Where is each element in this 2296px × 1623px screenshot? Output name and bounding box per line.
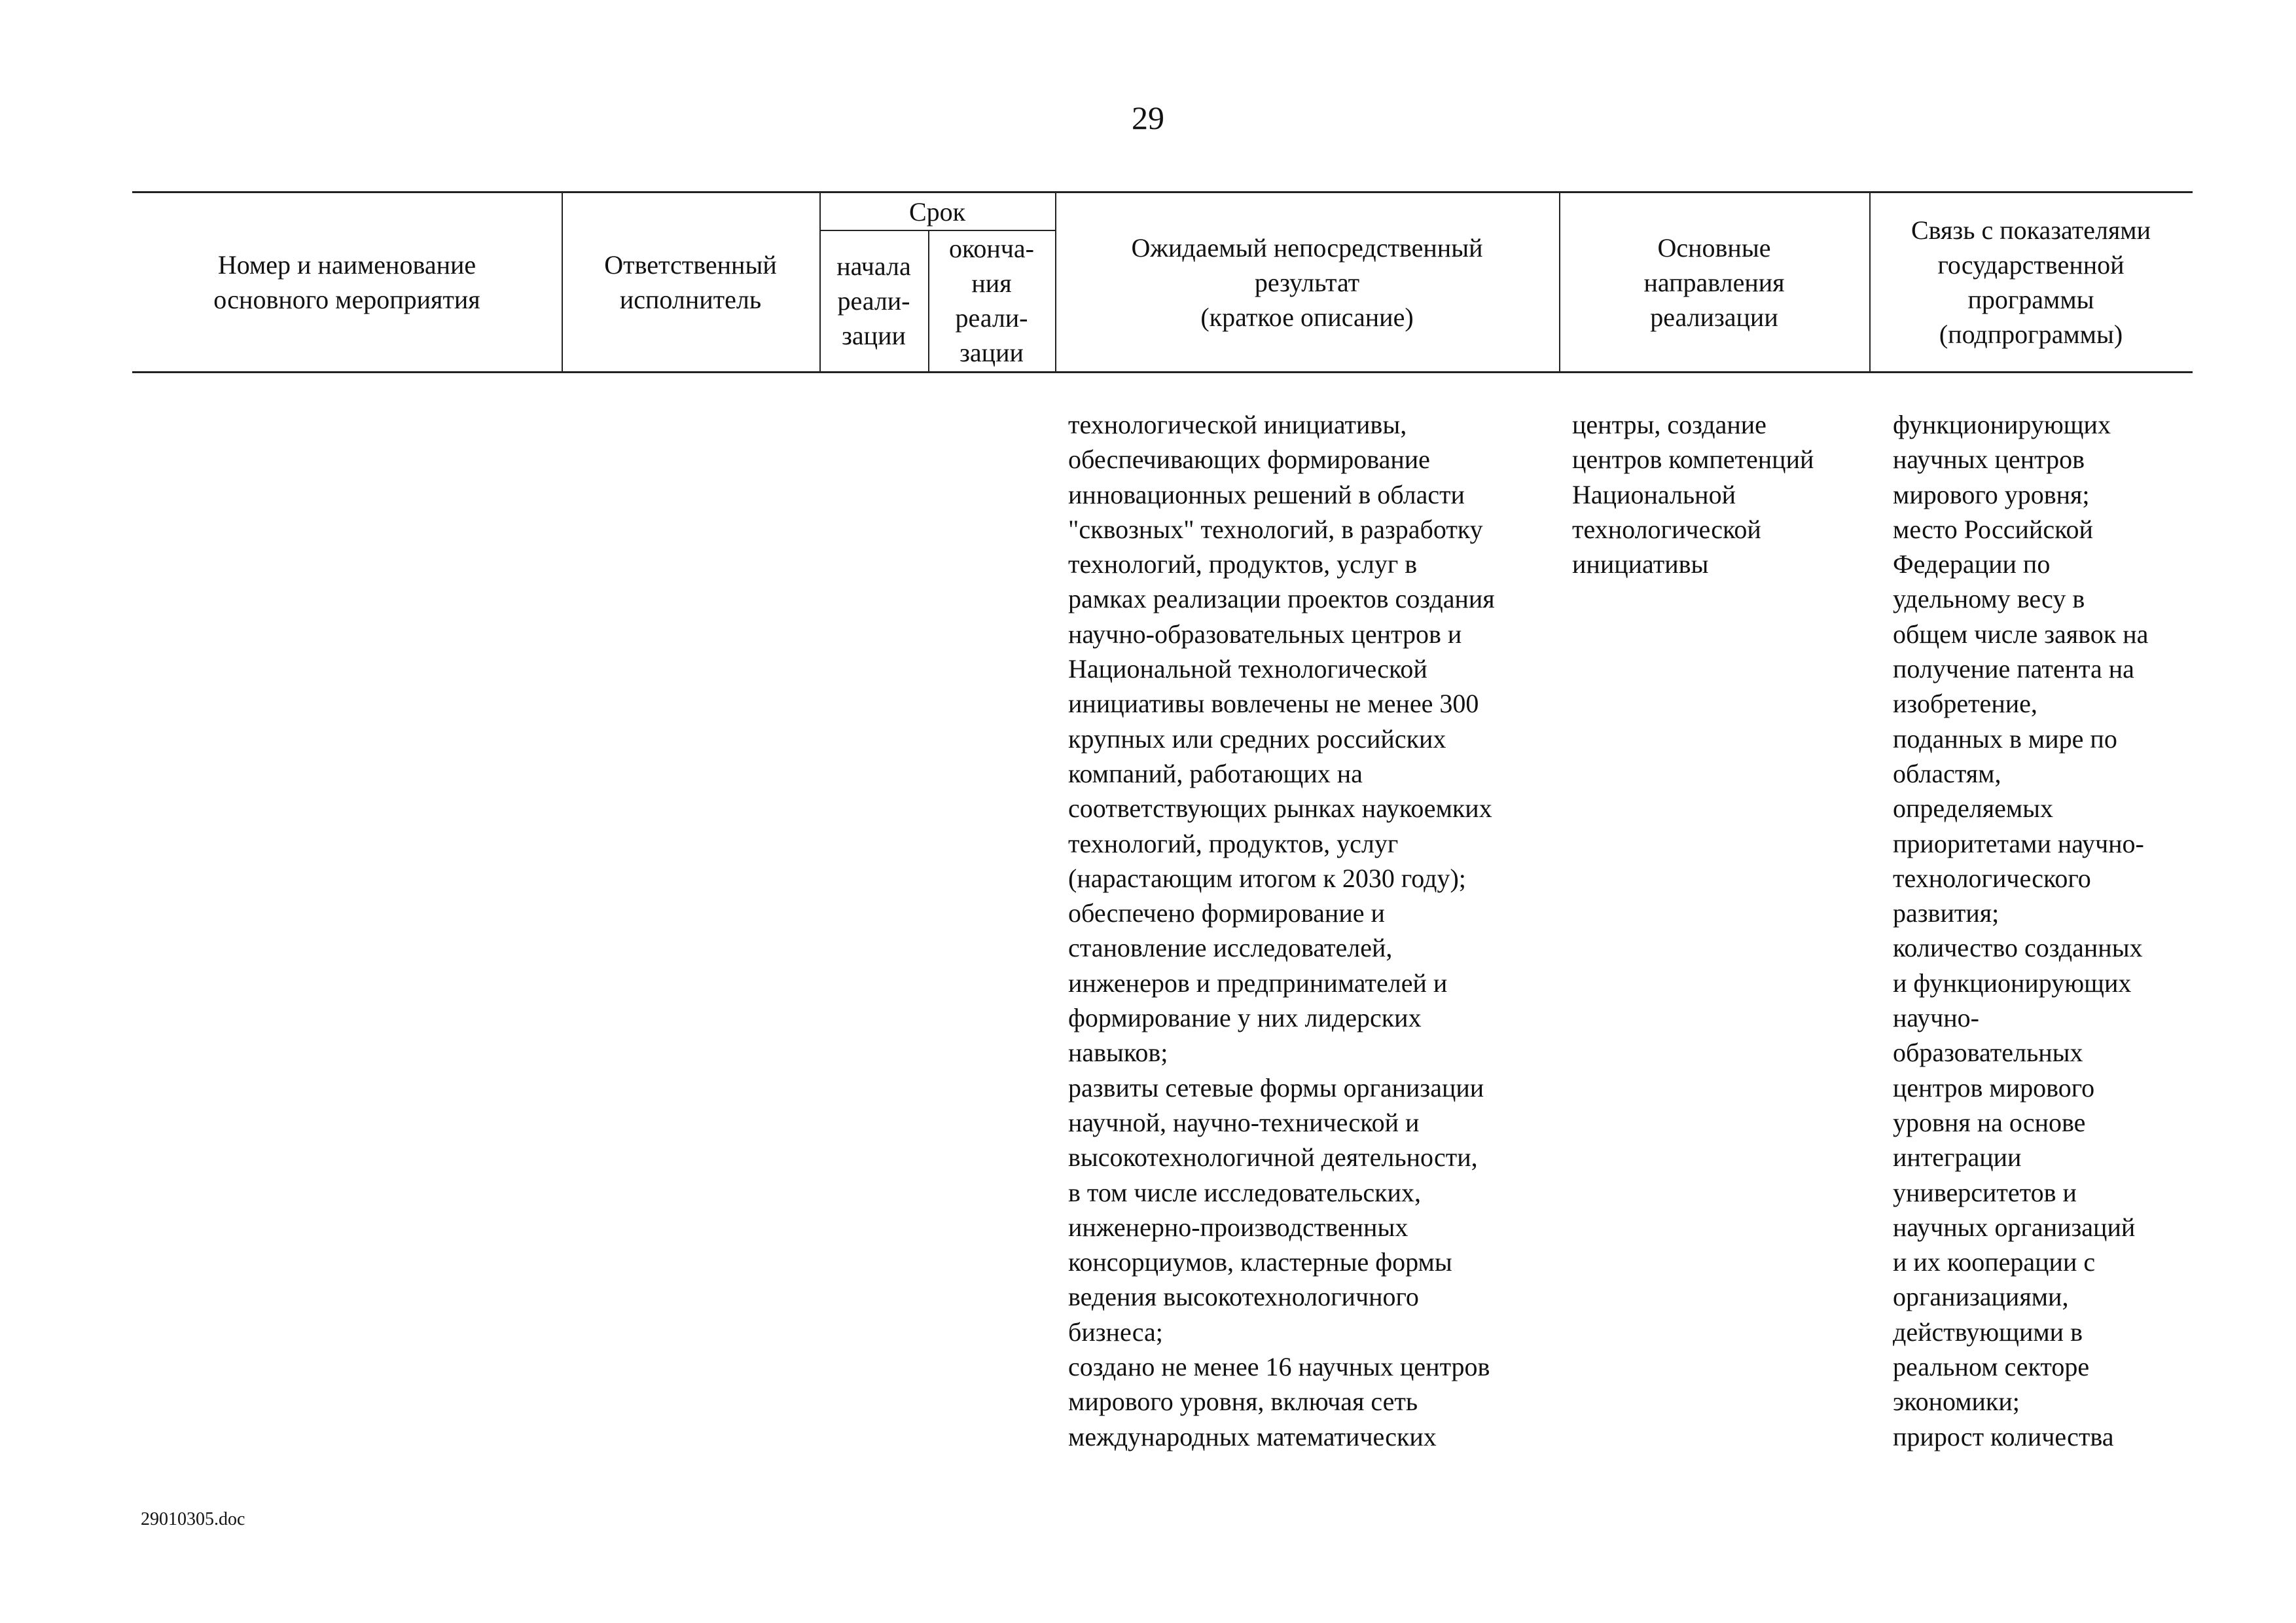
header-start-date: начала реали- зации xyxy=(836,251,911,350)
indicators-link-text: функционирующих научных центров мирового уровня; место Российской Федерации по удельному весу в общем числе заявок на получение патента на изобретение, поданных в мире по областям, определяемых приоритетами научно- технологического развития; количество созданных и функционирующих научно- образовательных центров мирового уровня на основе интеграции университетов и научных организаций и их кооперации с организациями, действующими в реальном секторе экономики; прирост количества xyxy=(1893,410,2149,1451)
header-responsible: Ответственный исполнитель xyxy=(604,250,777,314)
expected-result-text: технологической инициативы, обеспечивающих формирование инновационных решений в области "сквозных" технологий, в разработку технологий, продуктов, услуг в рамках реализации проектов создания научно-образовательных центров и Национальной технологической инициативы вовлечены не менее 300 крупных или средних российских компаний, работающих на соответствующих рынках наукоемких технологий, продуктов, услуг (нарастающим итогом к 2030 году); обеспечено формирование и становление исследователей, инженеров и предпринимателей и формирование у них лидерских навыков; развиты сетевые формы организации научной, научно-технической и высокотехнологичной деятельности, в том числе исследовательских, инженерно-производственных консорциумов, кластерные формы ведения высокотехнологичного бизнеса; создано не менее 16 научных центров мирового уровня, включая сеть международных математических xyxy=(1068,410,1495,1451)
main-directions-text: центры, создание центров компетенций Национальной технологической инициативы xyxy=(1572,410,1814,579)
header-activity-name: Номер и наименование основного мероприятия xyxy=(213,250,480,314)
table-header xyxy=(132,191,2193,373)
document-filename: 29010305.doc xyxy=(141,1509,245,1529)
header-end-date: оконча- ния реали- зации xyxy=(949,234,1034,367)
header-srok: Срок xyxy=(908,196,966,227)
header-expected-result: Ожидаемый непосредственный результат (краткое описание) xyxy=(1131,232,1483,332)
header-main-directions: Основные направления реализации xyxy=(1643,232,1785,332)
header-indicators-link: Связь с показателями государственной программы (подпрограммы) xyxy=(1910,215,2151,349)
page-number: 29 xyxy=(1132,100,1164,136)
